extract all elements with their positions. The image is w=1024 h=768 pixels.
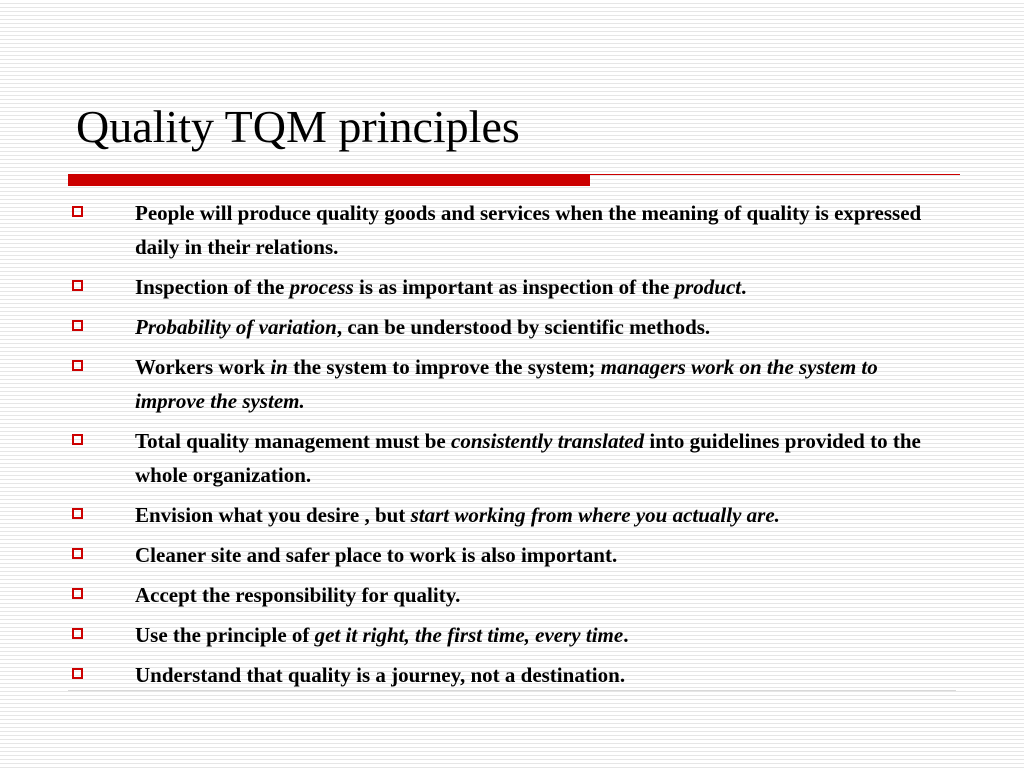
bullet-text: Cleaner site and safer place to work is also important. [135,543,618,567]
bullet-text: into guidelines provided to the whole organization. [135,429,921,487]
bullet-text: . [741,275,747,299]
square-bullet-icon [72,434,83,445]
bullet-item [68,270,948,304]
bullet-text: Envision what you desire , but [135,503,411,527]
bullet-emphasis: consistently translated [451,429,645,453]
bullet-list [68,196,948,698]
title-accent-bar [68,174,590,186]
footer-divider-line [68,690,956,691]
bullet-item [68,310,948,344]
bullet-text: Use the principle of [135,623,315,647]
bullet-item [68,538,948,572]
bullet-text: . [623,623,629,647]
bullet-item [68,618,948,652]
bullet-text: Understand that quality is a journey, not a destination. [135,663,626,687]
bullet-emphasis: get it right, the first time, every time [314,623,624,647]
bullet-item [68,498,948,532]
square-bullet-icon [72,320,83,331]
bullet-item [68,658,948,692]
bullet-emphasis: process [289,275,354,299]
bullet-item [68,578,948,612]
bullet-text: is as important as inspection of the [353,275,675,299]
bullet-text: People will produce quality goods and services when the meaning of quality is expressed daily in their relations. [135,201,922,259]
bullet-item [68,424,948,492]
bullet-emphasis: Probability of variation [135,315,337,339]
bullet-text: Total quality management must be [135,429,451,453]
bullet-item [68,196,948,264]
square-bullet-icon [72,206,83,217]
bullet-emphasis: managers work on the system to improve the system. [135,355,878,413]
bullet-text: , can be understood by scientific methods. [336,315,711,339]
title-divider-line [590,174,960,175]
bullet-emphasis: product [674,275,742,299]
square-bullet-icon [72,628,83,639]
bullet-text: the system to improve the system; [287,355,601,379]
square-bullet-icon [72,360,83,371]
square-bullet-icon [72,588,83,599]
bullet-emphasis: start working from where you actually are. [410,503,780,527]
bullet-text: Accept the responsibility for quality. [135,583,461,607]
bullet-text: Workers work [135,355,271,379]
bullet-text: Inspection of the [135,275,290,299]
square-bullet-icon [72,668,83,679]
bullet-item [68,350,948,418]
square-bullet-icon [72,508,83,519]
square-bullet-icon [72,548,83,559]
bullet-emphasis: in [270,355,288,379]
square-bullet-icon [72,280,83,291]
slide-title: Quality TQM principles [76,101,520,152]
